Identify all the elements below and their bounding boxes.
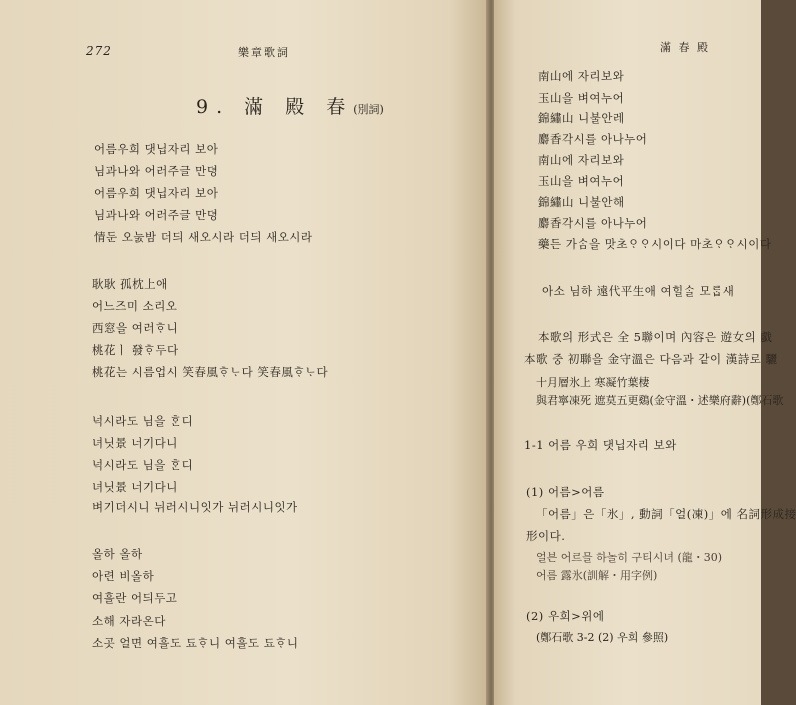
verse-line: 藥든 가ᄉᆞᆷ을 맛초ᄋᆞᄋᆞ시이다 마초ᄋᆞᄋᆞ시이다: [538, 237, 772, 251]
song-title: [196, 92, 384, 119]
note-1-example: 어름 露氷(訓解・用字例): [536, 569, 658, 582]
verse-line: 玉山을 벼여누어: [538, 174, 625, 188]
verse-line: 벼기더시니 뉘러시니잇가 뉘러시니잇가: [92, 500, 298, 514]
note-1-example: 얼븐 어르믈 하놀히 구티시녀 (龍・30): [536, 551, 723, 564]
verse-line: 南山에 자리보와: [538, 153, 625, 167]
poem-line: 十月層氷上 寒凝竹葉棲: [536, 376, 650, 389]
verse-line: 情둔 오눐밤 더듸 새오시라 더듸 새오시라: [94, 230, 313, 244]
verse-line: 玉山을 벼여누어: [538, 91, 625, 105]
verse-line: 어름우희 댓닙자리 보아: [94, 186, 219, 200]
verse-line: 님과나와 어러주글 만뎡: [94, 164, 219, 178]
verse-line: 桃花는 시름업시 笑春風ᄒᆞᄂᆞ다 笑春風ᄒᆞᄂᆞ다: [92, 365, 329, 379]
note-1-text: 「어름」은「氷」, 動詞「얼(凍)」에 名詞形成接: [536, 507, 796, 521]
note-2-text: (鄭石歌 3-2 (2) 우희 參照): [536, 631, 669, 644]
verse-line: 錦繡山 니불안레: [538, 111, 625, 125]
verse-line: 녀닛景 너기다니: [92, 436, 178, 450]
verse-line: 올하 올하: [92, 547, 143, 561]
verse-line: 耿耿 孤枕上애: [92, 277, 168, 291]
note-1-text: 形이다.: [526, 529, 566, 543]
song-title-sub: (別詞): [353, 103, 384, 116]
verse-line: 소곳 얼면 여흘도 됴ᄒᆞ니 여흘도 됴ᄒᆞ니: [92, 636, 299, 650]
verse-line: 소해 자라온다: [92, 614, 166, 628]
verse-line: 넉시라도 님을 ᄒᆞᆫ디: [92, 458, 194, 472]
verse-line: 錦繡山 니불안해: [538, 195, 625, 209]
running-head-right: 滿 春 殿: [660, 41, 710, 54]
section-heading: 1-1 어름 우희 댓닙자리 보와: [524, 438, 677, 452]
commentary-line: 本歌의 形式은 全 5聯이며 內容은 遊女의 戱: [538, 330, 773, 344]
running-head-left: 樂章歌詞: [238, 46, 290, 59]
verse-line: 어름우희 댓닙자리 보아: [94, 142, 219, 156]
song-title-main: 9. 滿 殿 春: [196, 96, 354, 118]
verse-line: 녀닛景 너기다니: [92, 480, 178, 494]
page-number: 272: [86, 44, 112, 58]
verse-line: 님과나와 어러주글 만뎡: [94, 208, 219, 222]
closing-line: 아소 님하 遠代平生애 여힐ᄉᆞᆯ 모ᄅᆞᆸ새: [542, 284, 735, 298]
right-page: [494, 0, 796, 705]
note-2-heading: (2) 우희>위에: [526, 609, 605, 623]
verse-line: 桃花ㅣ 發ᄒᆞ두다: [92, 343, 179, 357]
verse-line: 아련 비올하: [92, 569, 155, 583]
note-1-heading: (1) 어름>어름: [526, 485, 605, 499]
verse-line: 어느즈미 소리오: [92, 299, 178, 313]
verse-line: 넉시라도 님을 ᄒᆞᆫ디: [92, 414, 194, 428]
verse-line: 南山에 자리보와: [538, 69, 625, 83]
commentary-line: 本歌 중 初聯을 金守溫은 다음과 같이 漢詩로 驪: [524, 352, 778, 366]
verse-line: 西窓을 여러ᄒᆞ니: [92, 321, 179, 335]
verse-line: 麝香각시를 아나누어: [538, 132, 648, 146]
verse-line: 麝香각시를 아나누어: [538, 216, 648, 230]
verse-line: 여흘란 어듸두고: [92, 591, 178, 605]
poem-line: 與君寧凍死 遮莫五更鷄(金守溫・述樂府辭)(鄭石歌: [536, 394, 784, 407]
